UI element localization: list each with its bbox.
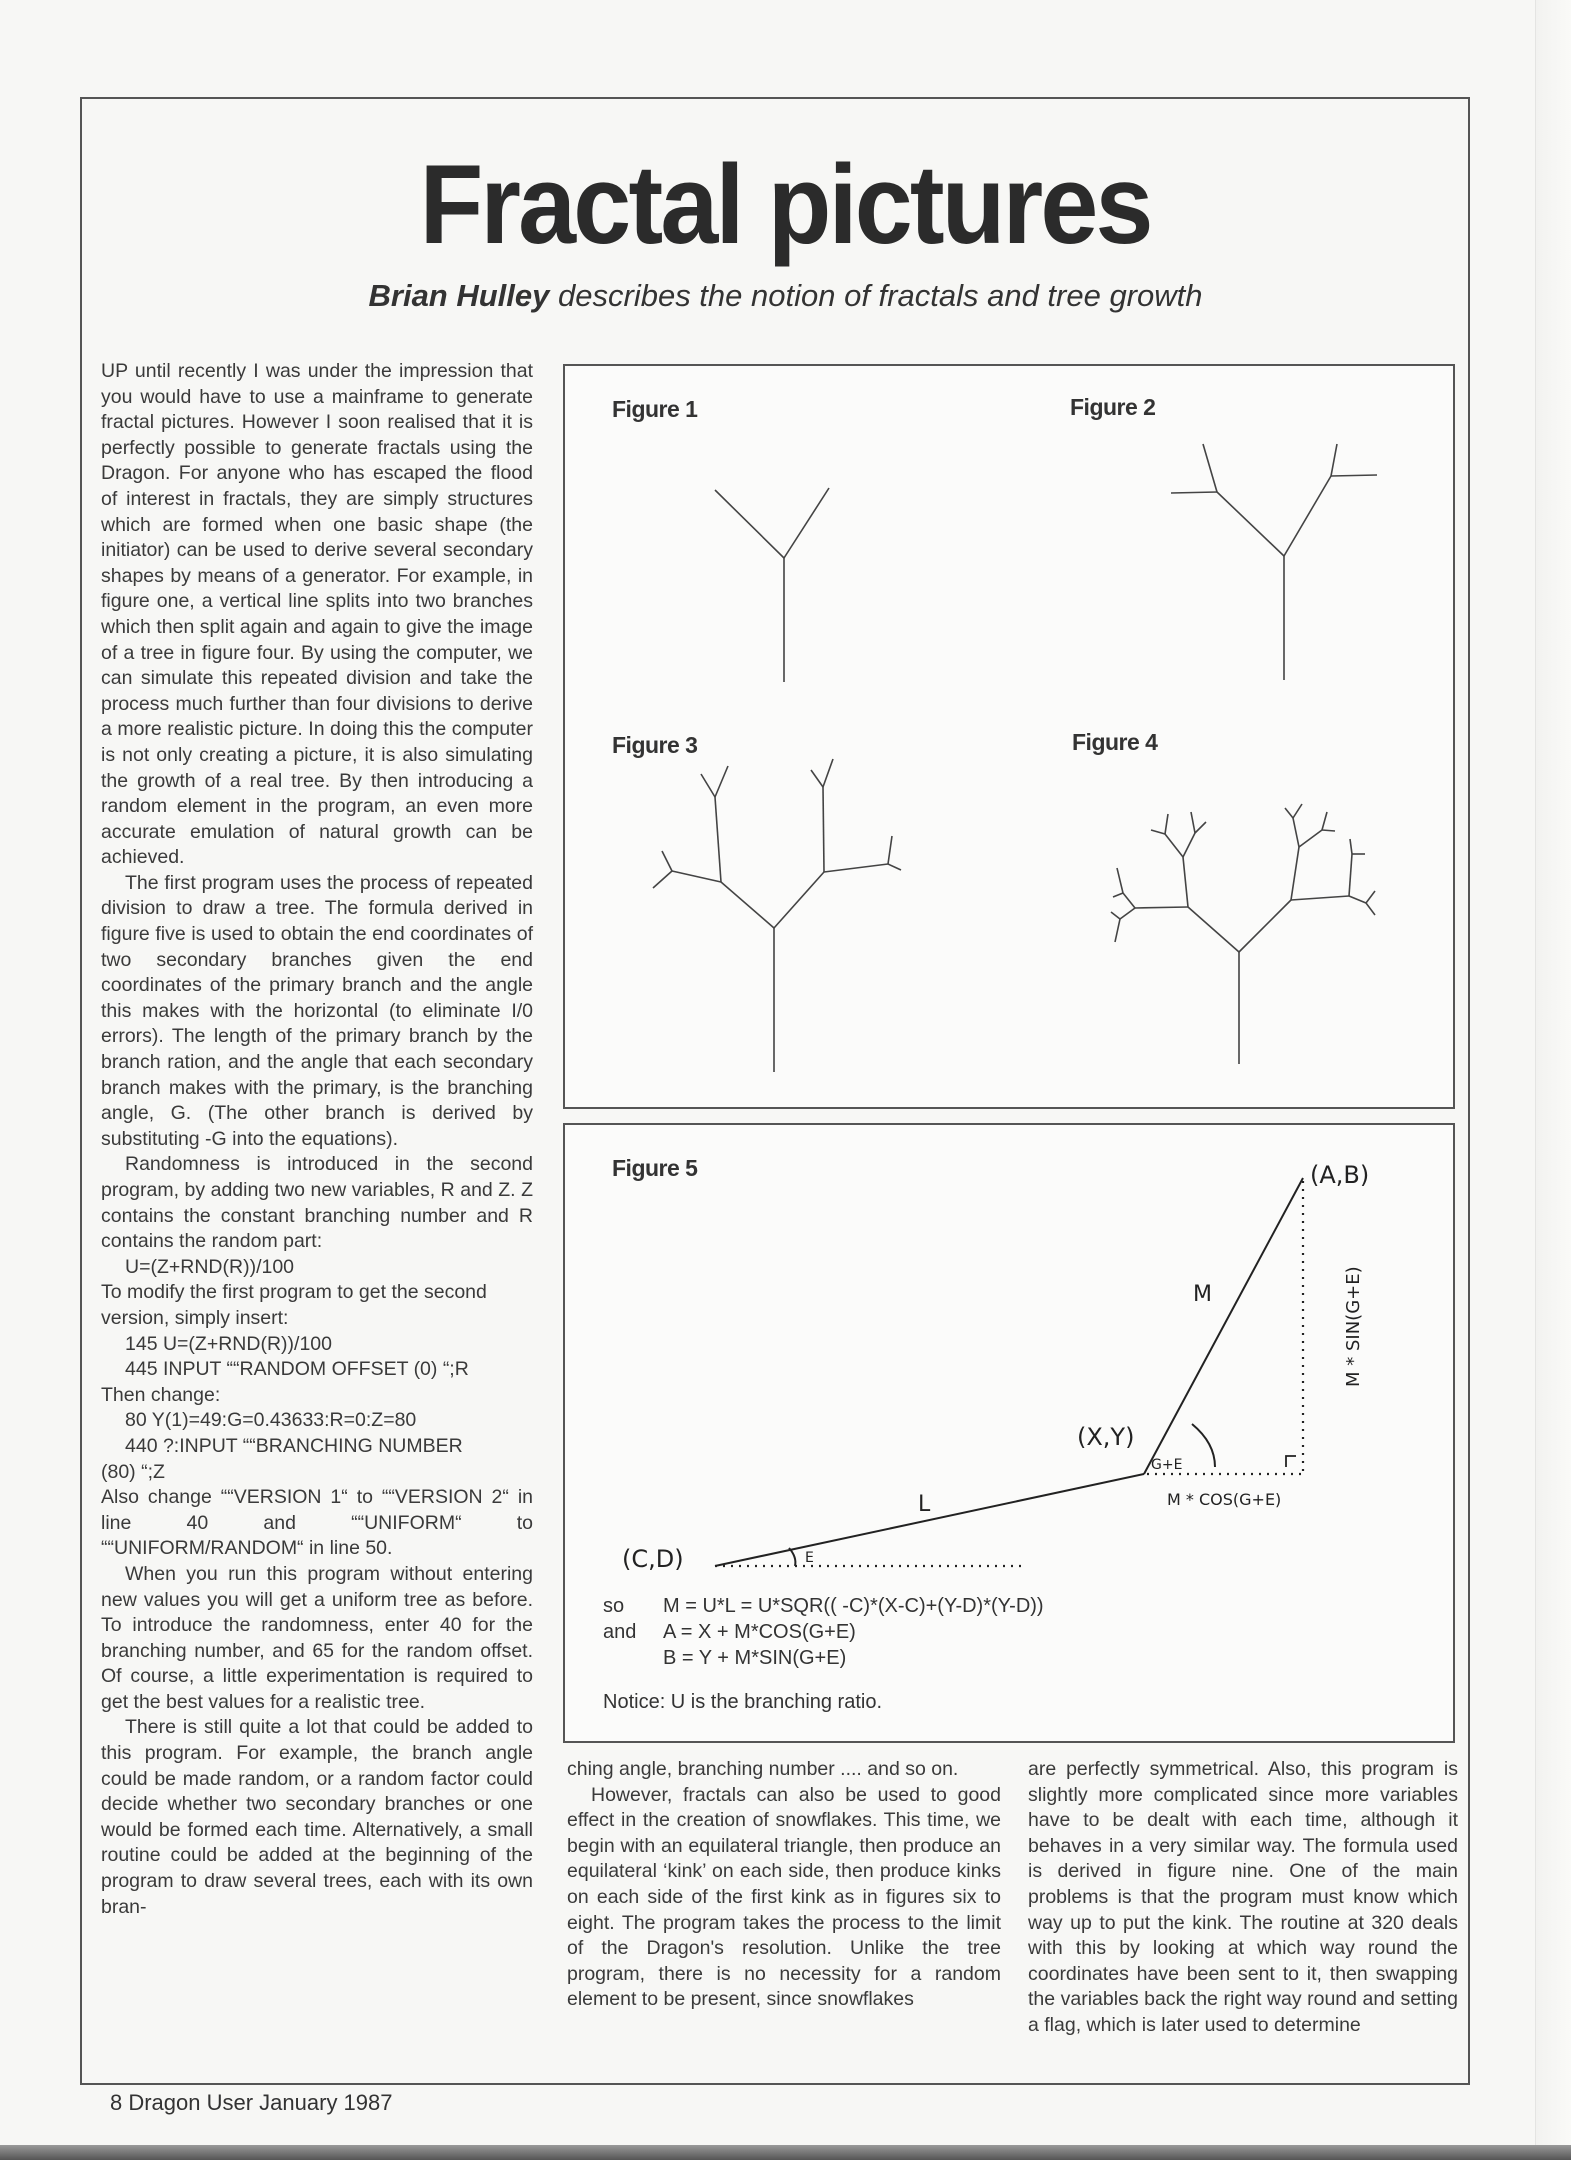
figure-2-tree (1171, 444, 1377, 680)
label-M-cos: M * COS(G+E) (1167, 1490, 1282, 1509)
label-M: M (1193, 1282, 1212, 1307)
paragraph: are perfectly symmetrical. Also, this program is slightly more complicated since more variables have to be dealt with each time, although it behaves in a very similar way. The formula used is derived in figure nine. One of the main problems is that the program must know which way up to put the kink. The routine at 320 deals with this by looking at which way round the coordinates have been sent to it, then swapping the variables back the right way round and setting a flag, which is later used to determine (1028, 1758, 1458, 2036)
paragraph: However, fractals can also be used to good effect in the creation of snowflakes. This time, we begin with an equilateral triangle, then produce an equilateral ‘kink’ on each side, then produce kinks on each side of the first kink as in figures six to eight. The program takes the process to the limit of the Dragon's resolution. Unlike the tree program, there is no necessity for a random element to be present, since snowflakes (567, 1783, 1001, 2011)
body-column-1 (101, 359, 533, 1920)
label-G-plus-E: G+E (1151, 1457, 1183, 1473)
figure-3-tree (653, 759, 901, 1072)
label-M-sin: M * SIN(G+E) (1343, 1266, 1364, 1387)
angle-arc-E (789, 1548, 795, 1566)
label-E: E (805, 1550, 814, 1566)
paragraph: UP until recently I was under the impression that you would have to use a mainframe to generate fractal pictures. However I soon realised that it is perfectly possible to generate fractals using the Dragon. For anyone who has escaped the flood of interest in fractals, they are simply structures which are formed when one basic shape (the initiator) can be used to derive several secondary shapes by means of a generator. For example, in figure one, a vertical line splits into two branches which then split again and again to give the image of a tree in figure four. By using the computer, we can simulate this repeated division and take the process much further than four divisions to derive a more realistic picture. In doing this the computer is not only creating a picture, it is also simulating the growth of a real tree. By then introducing a random element in the program, an even more accurate emulation of natural growth can be achieved. (101, 360, 533, 869)
segment-L (715, 1474, 1144, 1566)
label-L: L (918, 1492, 931, 1517)
fractal-tree-drawings (565, 366, 1457, 1111)
paragraph: Also change ““VERSION 1“ to ““VERSION 2“ in line 40 and ““UNIFORM“ to ““UNIFORM/RANDOM“ in line 50. (101, 1486, 533, 1560)
code-line: 440 ?:INPUT ““BRANCHING NUMBER (125, 1434, 463, 1457)
equation-row: and A = X + M*COS(G+E) (603, 1621, 856, 1643)
standfirst-text: describes the notion of fractals and tree growth (558, 278, 1203, 313)
body-column-2 (567, 1757, 1001, 2013)
figure-5-label: Figure 5 (612, 1155, 698, 1181)
figure-2-label: Figure 2 (1070, 394, 1156, 420)
figure-4-tree (1111, 804, 1375, 1064)
code-line: (80) “;Z (101, 1460, 165, 1483)
paragraph: To modify the first program to get the second version, simply insert: (101, 1281, 487, 1329)
figure-3-label: Figure 3 (612, 732, 698, 758)
page-fold-shadow (1535, 0, 1571, 2160)
paragraph: Then change: (101, 1383, 221, 1406)
code-line: 80 Y(1)=49:G=0.43633:R=0:Z=80 (125, 1409, 417, 1432)
author-name: Brian Hulley (368, 278, 550, 313)
paragraph: The first program uses the process of repeated division to draw a tree. The formula derived in figure five is used to obtain the end coordinates of two secondary branches given the end coordinates of the primary branch and the angle this makes with the horizontal (to eliminate I/0 errors). The length of the primary branch by the branch ration, and the angle that each secondary branch makes with the primary, is the branching angle, G. (The other branch is derived by substituting -G into the equations). (101, 871, 533, 1150)
paragraph: Randomness is introduced in the second program, by adding two new variables, R and Z. Z contains the constant branching number and R contains the random part: (101, 1153, 533, 1253)
figure-4-label: Figure 4 (1072, 729, 1158, 755)
figure-1-tree (715, 488, 829, 682)
equations-block (603, 1593, 1044, 1671)
label-C-D: (C,D) (622, 1545, 684, 1573)
equation-row: so M = U*L = U*SQR(( -C)*(X-C)+(Y-D)*(Y-D)) (603, 1595, 1044, 1617)
code-line: 445 INPUT ““RANDOM OFFSET (0) “;R (125, 1358, 469, 1381)
code-line: U=(Z+RND(R))/100 (125, 1255, 295, 1278)
label-A-B: (A,B) (1310, 1161, 1370, 1189)
standfirst (0, 278, 1571, 314)
code-line: 145 U=(Z+RND(R))/100 (125, 1332, 332, 1355)
paragraph: ching angle, branching number .... and so on. (567, 1758, 959, 1780)
label-X-Y: (X,Y) (1077, 1423, 1135, 1451)
page-edge-shadow (0, 2145, 1571, 2160)
page-folio: 8 Dragon User January 1987 (110, 2090, 393, 2115)
figures-1-to-4-panel (563, 364, 1455, 1109)
paragraph: There is still quite a lot that could be added to this program. For example, the branch angle could be made random, or a random factor could decide whether two secondary branches or one would be formed each time. Alternatively, a small routine could be added at the beginning of the program to draw several trees, each with its own bran- (101, 1716, 533, 1918)
angle-arc-GE (1192, 1424, 1215, 1467)
segment-M (1144, 1178, 1303, 1474)
equation-row: B = Y + M*SIN(G+E) (663, 1647, 847, 1669)
notice-text: Notice: U is the branching ratio. (603, 1691, 883, 1713)
right-angle-mark (1286, 1456, 1296, 1467)
figure-1-label: Figure 1 (612, 396, 698, 422)
figure-5-panel (563, 1123, 1455, 1743)
paragraph: When you run this program without entering new values you will get a uniform tree as before. To introduce the randomness, enter 40 for the branching number, and 65 for the random offset. Of course, a little experimentation is required to get the best values for a realistic tree. (101, 1562, 533, 1713)
body-column-3 (1028, 1757, 1458, 2039)
article-title: Fractal pictures (419, 142, 1151, 267)
